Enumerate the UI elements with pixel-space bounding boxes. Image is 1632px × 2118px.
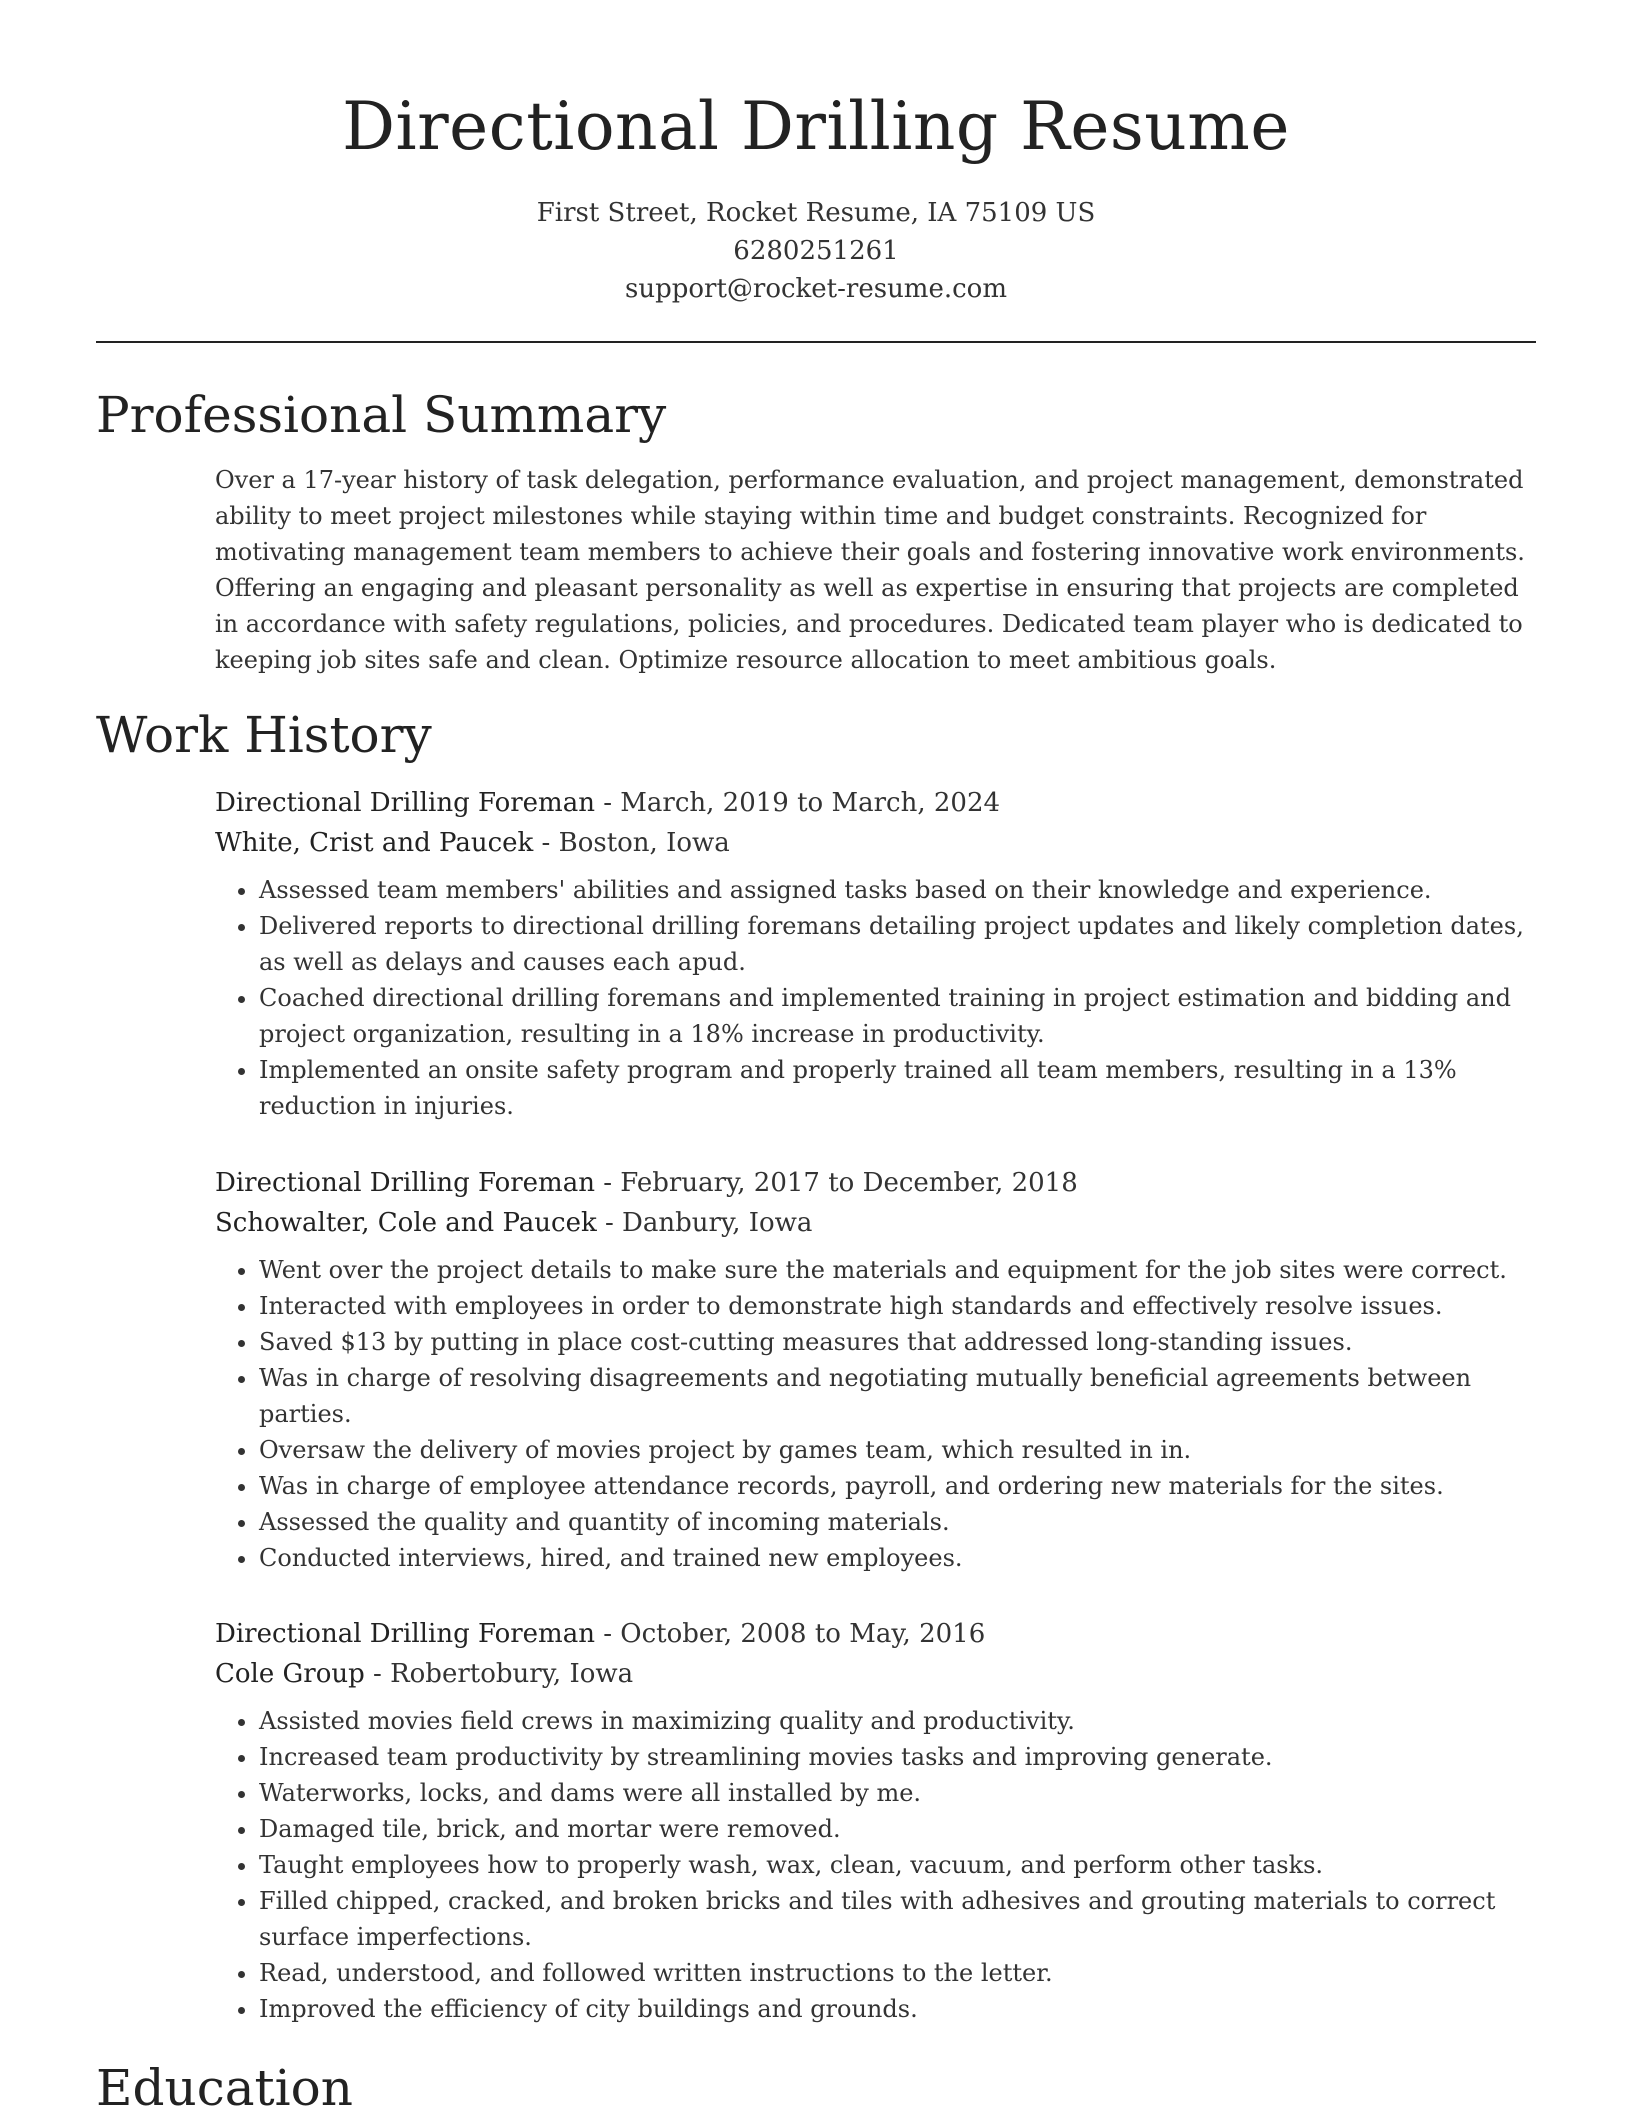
job-position: Directional Drilling Foreman bbox=[215, 1619, 595, 1649]
job-company-line bbox=[215, 823, 1535, 863]
duty-item: • Waterworks, locks, and dams were all installed by me. bbox=[259, 1775, 1535, 1811]
resume-header bbox=[0, 0, 1632, 308]
job-location: - Robertobury, Iowa bbox=[364, 1659, 634, 1689]
duty-item: • Increased team productivity by streamlining movies tasks and improving generate. bbox=[259, 1739, 1535, 1775]
job-dates: - October, 2008 to May, 2016 bbox=[594, 1619, 986, 1649]
duty-item: • Went over the project details to make sure the materials and equipment for the job sites were correct. bbox=[259, 1252, 1535, 1288]
job-company: White, Crist and Paucek bbox=[215, 828, 534, 858]
duty-item: • Taught employees how to properly wash, wax, clean, vacuum, and perform other tasks. bbox=[259, 1847, 1535, 1883]
job-company-line bbox=[215, 1654, 1535, 1694]
job-location: - Danbury, Iowa bbox=[596, 1208, 813, 1238]
resume-title: Directional Drilling Resume bbox=[342, 88, 1290, 165]
job-duties-list bbox=[215, 1703, 1535, 2027]
duty-item: • Damaged tile, brick, and mortar were removed. bbox=[259, 1811, 1535, 1847]
header-divider bbox=[96, 341, 1536, 343]
job-entry bbox=[215, 783, 1535, 1124]
job-dates: - March, 2019 to March, 2024 bbox=[594, 788, 1001, 818]
job-company: Schowalter, Cole and Paucek bbox=[215, 1208, 597, 1238]
duty-item: • Improved the efficiency of city buildings and grounds. bbox=[259, 1991, 1535, 2027]
duty-item: • Assessed the quality and quantity of incoming materials. bbox=[259, 1504, 1535, 1540]
duty-item: • Assisted movies field crews in maximizing quality and productivity. bbox=[259, 1703, 1535, 1739]
job-duties-list bbox=[215, 1252, 1535, 1576]
contact-email: support@rocket-resume.com bbox=[624, 274, 1007, 304]
job-title-line bbox=[215, 1614, 1535, 1654]
work-history-heading: Work History bbox=[96, 706, 432, 764]
job-entry bbox=[215, 1614, 1535, 2027]
job-company: Cole Group bbox=[215, 1659, 365, 1689]
duty-item: • Saved $13 by putting in place cost-cutting measures that addressed long-standing issues. bbox=[259, 1324, 1535, 1360]
job-position: Directional Drilling Foreman bbox=[215, 788, 595, 818]
duty-item: • Oversaw the delivery of movies project by games team, which resulted in in. bbox=[259, 1432, 1535, 1468]
job-title-line bbox=[215, 1163, 1535, 1203]
duty-item: • Read, understood, and followed written instructions to the letter. bbox=[259, 1955, 1535, 1991]
job-dates: - February, 2017 to December, 2018 bbox=[594, 1168, 1078, 1198]
job-position: Directional Drilling Foreman bbox=[215, 1168, 595, 1198]
duty-item: • Assessed team members' abilities and assigned tasks based on their knowledge and experience. bbox=[259, 872, 1535, 908]
contact-address: First Street, Rocket Resume, IA 75109 US bbox=[536, 198, 1096, 228]
job-title-line bbox=[215, 783, 1535, 823]
duty-item: • Filled chipped, cracked, and broken bricks and tiles with adhesives and grouting materials to correct surface imperfections. bbox=[259, 1883, 1535, 1955]
job-location: - Boston, Iowa bbox=[533, 828, 730, 858]
duty-item: • Implemented an onsite safety program and properly trained all team members, resulting in a 13% reduction in injuries. bbox=[259, 1052, 1535, 1124]
duty-item: • Coached directional drilling foremans and implemented training in project estimation and bidding and project organization, resulting in a 18% increase in productivity. bbox=[259, 980, 1535, 1052]
job-entry bbox=[215, 1163, 1535, 1576]
contact-phone: 6280251261 bbox=[733, 236, 899, 266]
duty-item: • Was in charge of resolving disagreements and negotiating mutually beneficial agreements between parties. bbox=[259, 1360, 1535, 1432]
job-company-line bbox=[215, 1203, 1535, 1243]
duty-item: • Was in charge of employee attendance records, payroll, and ordering new materials for the sites. bbox=[259, 1468, 1535, 1504]
duty-item: • Interacted with employees in order to demonstrate high standards and effectively resolve issues. bbox=[259, 1288, 1535, 1324]
contact-block bbox=[0, 194, 1632, 308]
summary-heading: Professional Summary bbox=[96, 386, 667, 444]
summary-text: Over a 17-year history of task delegation, performance evaluation, and project management, demonstrated ability to meet project milestones while staying within time and budget constraints. Recognized for motivating management team members to achieve their goals and fostering innovative work environments. Offering an engaging and pleasant personality as well as expertise in ensuring that projects are completed in accordance with safety regulations, policies, and procedures. Dedicated team player who is dedicated to keeping job sites safe and clean. Optimize resource allocation to meet ambitious goals. bbox=[215, 466, 1525, 674]
duty-item: • Conducted interviews, hired, and trained new employees. bbox=[259, 1540, 1535, 1576]
education-heading: Education bbox=[96, 2059, 353, 2117]
duty-item: • Delivered reports to directional drilling foremans detailing project updates and likely completion dates, as well as delays and causes each apud. bbox=[259, 908, 1535, 980]
job-duties-list bbox=[215, 872, 1535, 1124]
